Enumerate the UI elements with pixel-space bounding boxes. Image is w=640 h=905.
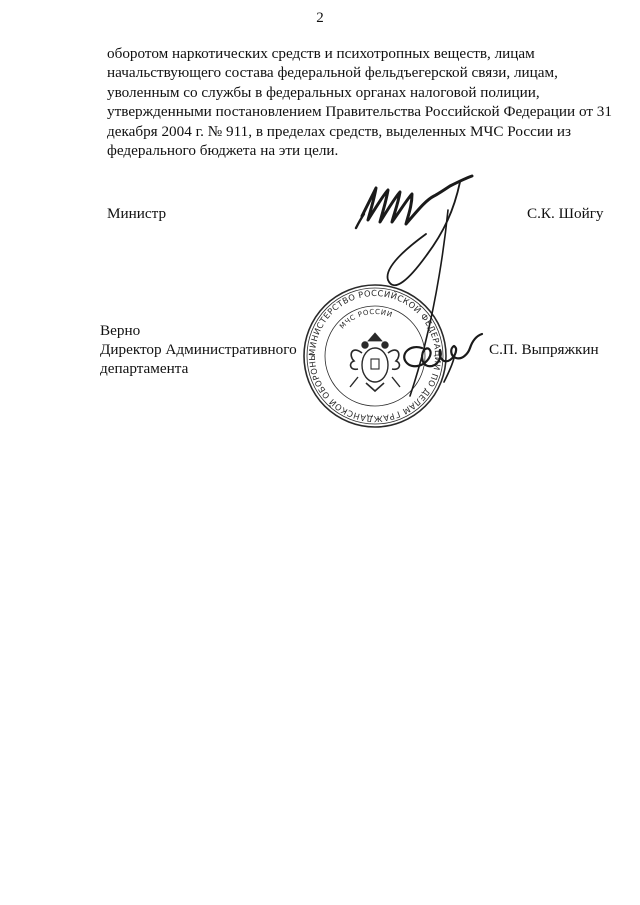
body-paragraph [107,44,612,160]
minister-title: Министр [107,205,167,222]
body-line: уволенным со службы в федеральных органах налоговой полиции, [107,83,540,101]
body-line: утвержденными постановлением Правительства Российской Федерации от 31 [107,103,612,121]
director-title: Директор Административного [100,341,297,358]
seal-inner-text: МЧС РОССИИ [338,307,394,331]
body-line: декабря 2004 г. № 911, в пределах средств, выделенных МЧС России из [107,122,572,140]
body-line: начальствующего состава федеральной фельдъегерской связи, лицам, [107,64,558,82]
body-line: оборотом наркотических средств и психотропных веществ, лицам [107,45,535,62]
seal-outer-text: МИНИСТЕРСТВО РОССИЙСКОЙ ФЕДЕРАЦИИ ПО ДЕЛАМ ГРАЖДАНСКОЙ ОБОРОНЫ [306,287,444,425]
director-name: С.П. Выпряжкин [489,341,599,358]
department-label: департамента [100,360,189,377]
minister-name: С.К. Шойгу [527,205,604,222]
director-signature [392,326,492,386]
certified-label: Верно [100,322,141,339]
body-line: федерального бюджета на эти цели. [107,142,339,160]
page-number: 2 [316,10,324,26]
